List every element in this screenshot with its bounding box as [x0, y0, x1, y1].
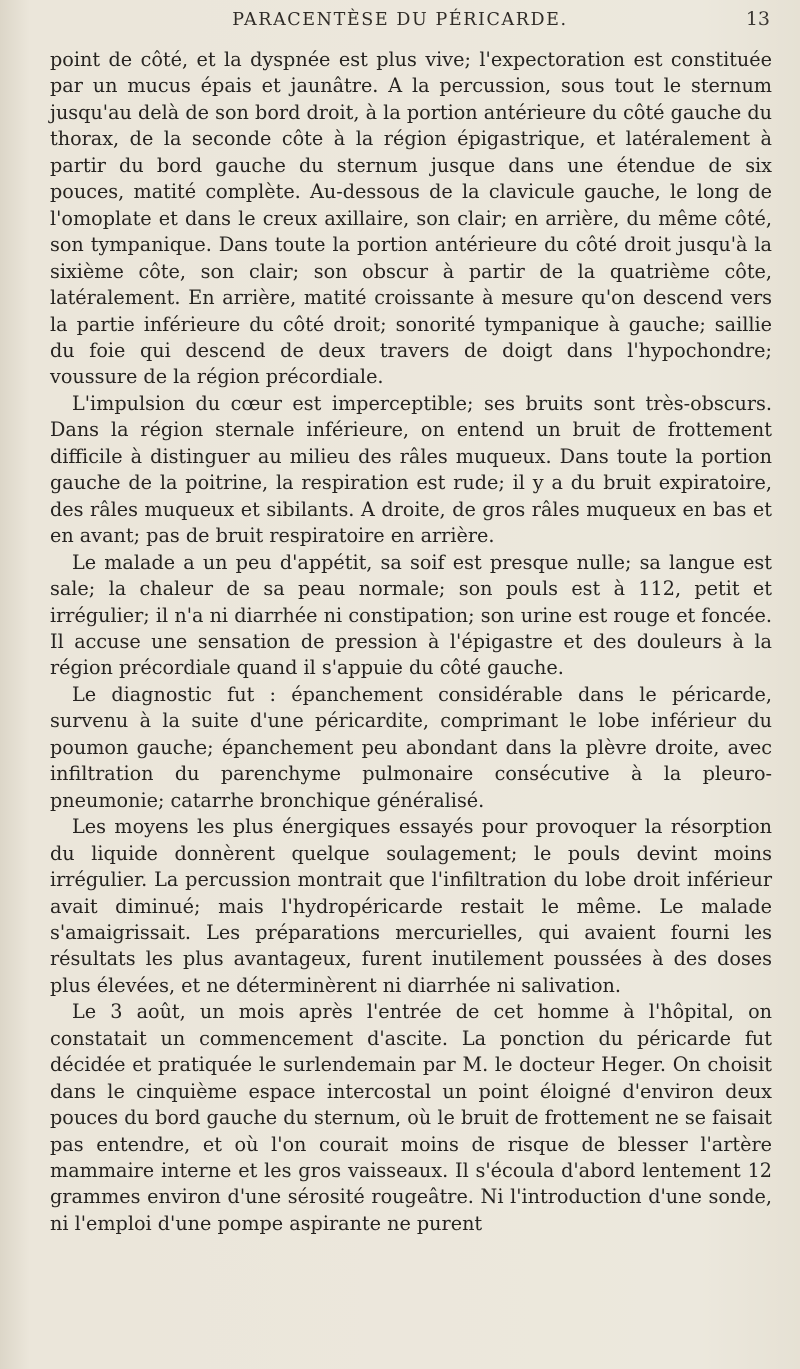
- paragraph: Les moyens les plus énergiques essayés pour provoquer la résorption du liquide donnèrent quelque soulagement; le pouls devint moins irrégulier. La percussion montrait que l'infiltration du lobe droit inférieur avait diminué; mais l'hydropéricarde restait le même. Le malade s'amaigrissait. Les préparations mercurielles, qui avaient fourni les résultats les plus avantageux, furent inutilement poussées à des doses plus élevées, et ne déterminèrent ni diarrhée ni salivation.: [50, 815, 772, 997]
- paragraph: Le malade a un peu d'appétit, sa soif est presque nulle; sa langue est sale; la chaleur de sa peau normale; son pouls est à 112, petit et irrégulier; il n'a ni diarrhée ni constipation; son urine est rouge et foncée. Il accuse une sensation de pression à l'épigastre et des douleurs à la région précordiale quand il s'appuie du côté gauche.: [50, 550, 772, 680]
- page-number: 13: [745, 8, 770, 30]
- running-title: PARACENTÈSE DU PÉRICARDE.: [232, 10, 568, 30]
- paragraph: point de côté, et la dyspnée est plus vive; l'expectoration est constituée par un mucus épais et jaunâtre. A la percussion, sous tout le sternum jusqu'au delà de son bord droit, à la portion antérieure du côté gauche du thorax, de la seconde côte à la région épigastrique, et latéralement à partir du bord gauche du sternum jusque dans une étendue de six pouces, matité complète. Au-dessous de la clavicule gauche, le long de l'omoplate et dans le creux axillaire, son clair; en arrière, du même côté, son tympanique. Dans toute la portion antérieure du côté droit jusqu'à la sixième côte, son clair; son obscur à partir de la quatrième côte, latéralement. En arrière, matité croissante à mesure qu'on descend vers la partie inférieure du côté droit; sonorité tympanique à gauche; saillie du foie qui descend de deux travers de doigt dans l'hypochondre; voussure de la région précordiale.: [50, 48, 772, 389]
- body-text: [50, 47, 772, 1237]
- paragraph: Le 3 août, un mois après l'entrée de cet homme à l'hôpital, on constatait un commencement d'ascite. La ponction du péricarde fut décidée et pratiquée le surlendemain par M. le docteur Heger. On choisit dans le cinquième espace intercostal un point éloigné d'environ deux pouces du bord gauche du sternum, où le bruit de frottement ne se faisait pas entendre, et où l'on courait moins de risque de blesser l'artère mammaire interne et les gros vaisseaux. Il s'écoula d'abord lentement 12 grammes environ d'une sérosité rougeâtre. Ni l'introduction d'une sonde, ni l'emploi d'une pompe aspirante ne purent: [50, 1000, 772, 1235]
- page-header: [0, 6, 800, 36]
- paragraph: L'impulsion du cœur est imperceptible; ses bruits sont très-obscurs. Dans la région sternale inférieure, on entend un bruit de frottement difficile à distinguer au milieu des râles muqueux. Dans toute la portion gauche de la poitrine, la respiration est rude; il y a du bruit expiratoire, des râles muqueux et sibilants. A droite, de gros râles muqueux en bas et en avant; pas de bruit respiratoire en arrière.: [50, 391, 772, 548]
- paragraph: Le diagnostic fut : épanchement considérable dans le péricarde, survenu à la suite d'une péricardite, comprimant le lobe inférieur du poumon gauche; épanchement peu abondant dans la plèvre droite, avec infiltration du parenchyme pulmonaire consécutive à la pleuro-pneumonie; catarrhe bronchique généralisé.: [50, 682, 772, 812]
